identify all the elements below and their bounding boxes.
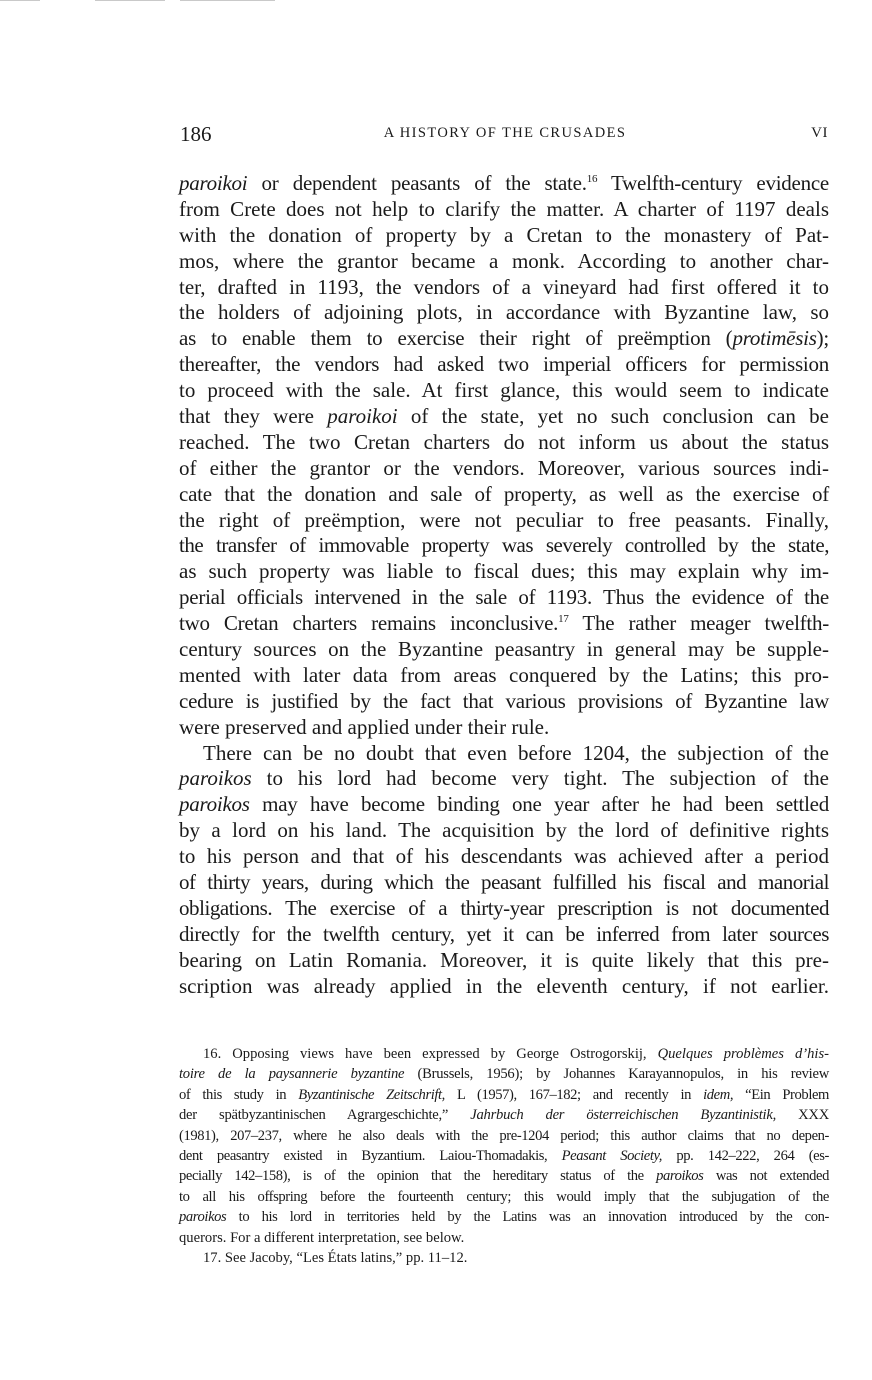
footnote-line: toire de la paysannerie byzantine (Brussels, 1956); by Johannes Karayannopulos, in his review — [179, 1066, 829, 1083]
text-line: mented with later data from areas conquered by the Latins; this pro- — [179, 662, 829, 687]
text-line: were preserved and applied under their rule. — [179, 714, 550, 739]
text-line: from Crete does not help to clarify the matter. A charter of 1197 deals — [179, 196, 829, 221]
text-line: with the donation of property by a Cretan to the monastery of Pat- — [179, 222, 829, 247]
text-line: paroikoi or dependent peasants of the state.$^{16}$ Twelfth-century evidence — [179, 171, 829, 195]
text-line: obligations. The exercise of a thirty-year prescription is not documented — [179, 895, 829, 920]
text-line: that they were paroikoi of the state, yet no such conclusion can be — [179, 404, 829, 429]
footnote-line: dent peasantry existed in Byzantium. Laiou-Thomadakis, Peasant Society, pp. 142–222, 264 (es- — [179, 1147, 829, 1164]
footnote-line: paroikos to his lord in territories held by the Latins was an innovation introduced by the con- — [179, 1209, 829, 1226]
text-line: paroikos to his lord had become very tight. The subjection of the — [179, 766, 829, 791]
text-line: ter, drafted in 1193, the vendors of a vineyard had first offered it to — [179, 274, 829, 299]
footnotes — [179, 1044, 829, 1268]
text-line: scription was already applied in the eleventh century, if not earlier. — [179, 973, 829, 998]
text-line: by a lord on his land. The acquisition by the lord of definitive rights — [179, 818, 829, 843]
text-line: as to enable them to exercise their right of preëmption (protimēsis); — [179, 326, 829, 351]
running-header — [180, 122, 830, 146]
text-line: There can be no doubt that even before 1204, the subjection of the — [203, 740, 829, 765]
footnote-line: der spätbyzantinischen Agrargeschichte,” Jahrbuch der österreichischen Byzantinistik, XXX — [179, 1107, 829, 1124]
scan-artifact — [0, 0, 280, 3]
running-title: A HISTORY OF THE CRUSADES — [383, 125, 627, 141]
footnote-17: 17. See Jacoby, “Les États latins,” pp. 11–12. — [203, 1249, 468, 1266]
footnote-line: pecially 142–158), is of the opinion that the hereditary status of the paroikos was not extended — [179, 1168, 829, 1185]
text-line: cedure is justified by the fact that various provisions of Byzantine law — [179, 688, 829, 713]
footnote-line: of this study in Byzantinische Zeitschrift, L (1957), 167–182; and recently in idem, “Ein Problem — [179, 1086, 829, 1103]
footnote-16: 16. Opposing views have been expressed by George Ostrogorskij, Quelques problèmes d’his- — [203, 1046, 829, 1062]
footnote-line: querors. For a different interpretation, see below. — [179, 1229, 465, 1246]
text-line: century sources on the Byzantine peasantry in general may be supple- — [179, 637, 829, 662]
page-number: 186 — [180, 122, 212, 146]
footnote-line: to all his offspring before the fourteenth century; this would imply that the subjugation of the — [179, 1188, 829, 1205]
text-line: mos, where the grantor became a monk. According to another char- — [179, 248, 829, 273]
text-line: the right of preëmption, were not peculiar to free peasants. Finally, — [179, 507, 829, 532]
footnote-line: (1981), 207–237, where he also deals with the pre-1204 period; this author claims that no depen- — [179, 1127, 829, 1144]
text-line: of thirty years, during which the peasant fulfilled his fiscal and manorial — [179, 870, 829, 895]
text-line: bearing on Latin Romania. Moreover, it is quite likely that this pre- — [179, 947, 829, 972]
text-line: thereafter, the vendors had asked two imperial officers for permission — [179, 352, 829, 377]
text-line: perial officials intervened in the sale of 1193. Thus the evidence of the — [179, 585, 829, 610]
chapter-number: VI — [811, 125, 828, 141]
text-line: the holders of adjoining plots, in accordance with Byzantine law, so — [179, 300, 829, 325]
text-line: two Cretan charters remains inconclusive.$^{17}$ The rather meager twelfth- — [179, 611, 830, 636]
text-line: the transfer of immovable property was severely controlled by the state, — [179, 533, 829, 558]
text-line: to proceed with the sale. At first glance, this would seem to indicate — [179, 378, 829, 403]
text-line: directly for the twelfth century, yet it can be inferred from later sources — [179, 921, 829, 946]
main-text — [179, 171, 829, 1000]
text-line: to his person and that of his descendants was achieved after a period — [179, 844, 829, 869]
text-line: reached. The two Cretan charters do not inform us about the status — [179, 429, 829, 454]
text-line: paroikos may have become binding one year after he had been settled — [179, 792, 829, 817]
text-line: as such property was liable to fiscal dues; this may explain why im- — [179, 559, 829, 584]
text-line: cate that the donation and sale of property, as well as the exercise of — [179, 481, 829, 506]
text-line: of either the grantor or the vendors. Moreover, various sources indi- — [179, 455, 829, 480]
